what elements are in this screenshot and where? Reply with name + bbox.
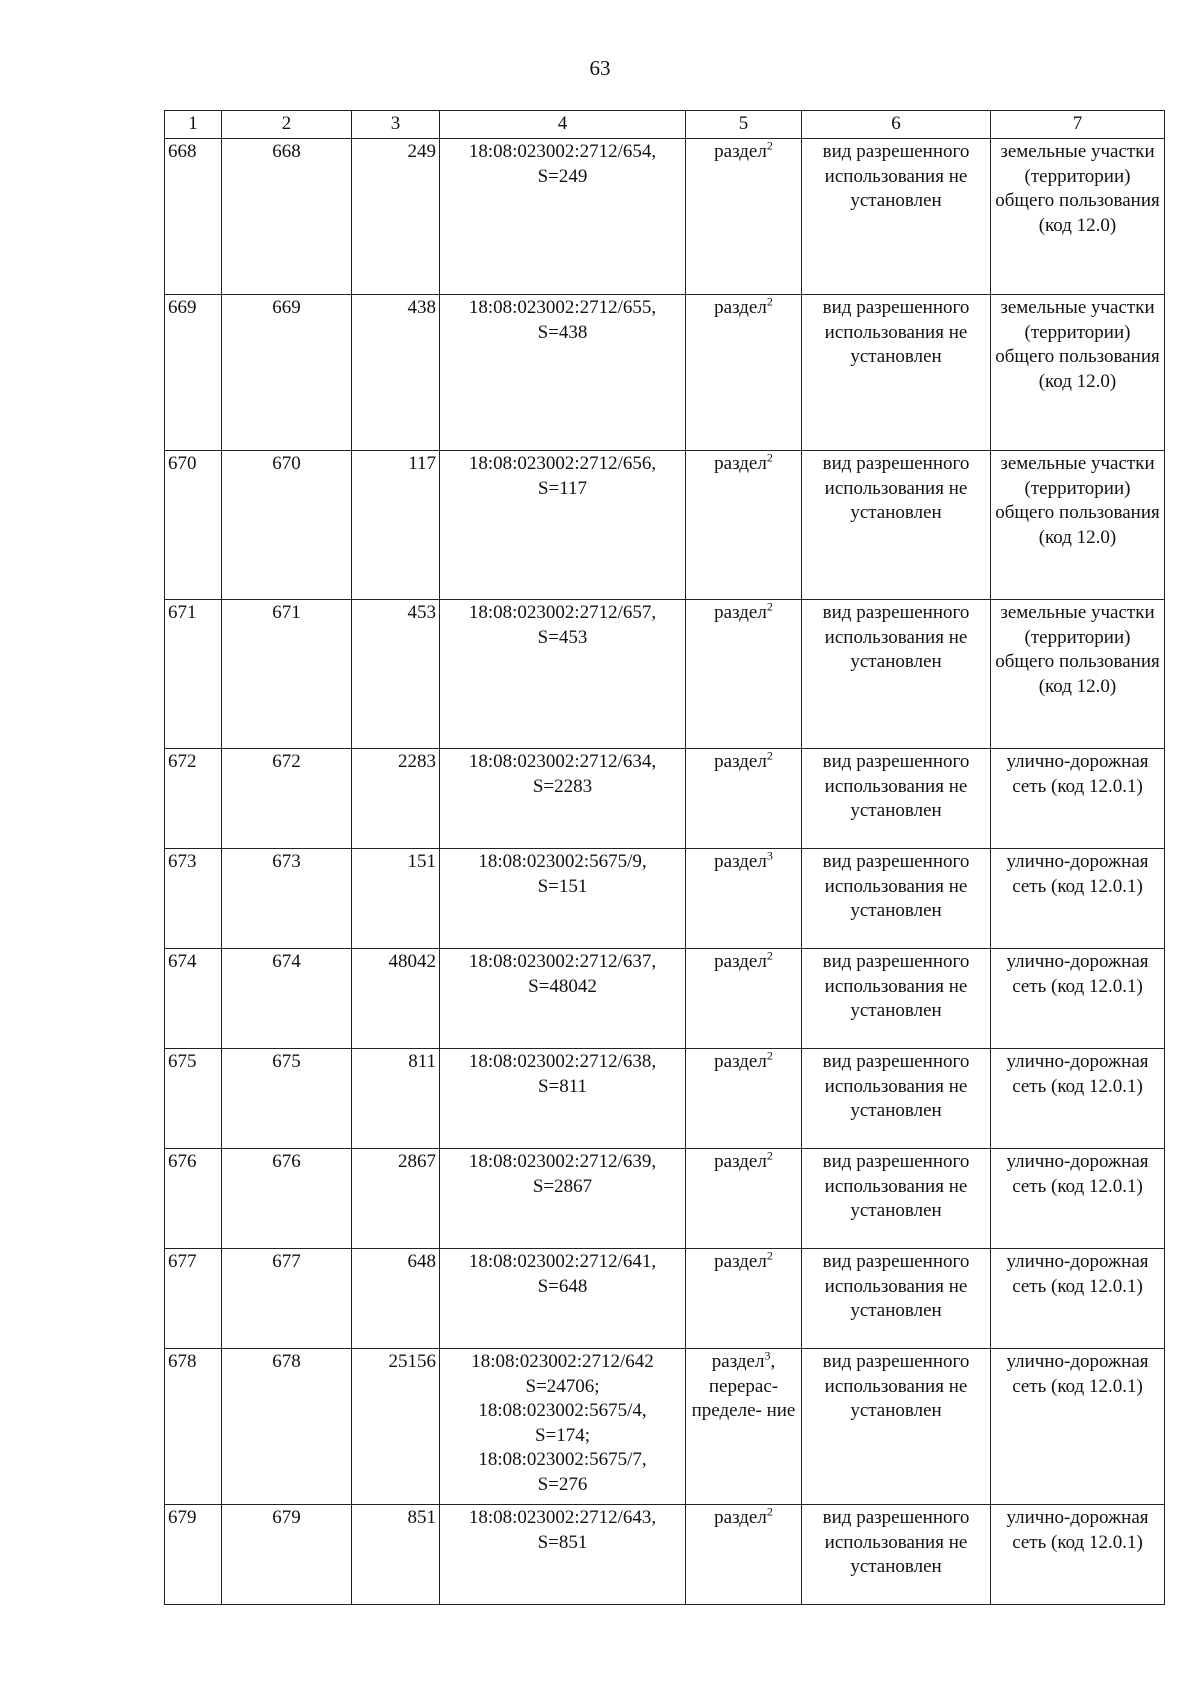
table-row: [165, 139, 1165, 295]
cadastral-line: 18:08:023002:5675/4,: [478, 1400, 647, 1421]
cadastral-line: 18:08:023002:2712/634,: [468, 751, 657, 772]
table-row: [165, 600, 1165, 749]
cadastral-line: 18:08:023002:2712/642: [471, 1351, 654, 1372]
cadastral-cell: [440, 949, 686, 1049]
cadastral-line: S=151: [537, 875, 588, 897]
footnote-marker: 3: [766, 848, 773, 863]
plot-number-cell: 668: [222, 139, 352, 295]
cadastral-line: S=24706;: [525, 1375, 600, 1397]
column-header: 3: [352, 111, 440, 139]
operation-cell: [686, 949, 802, 1049]
permitted-use-cell: вид разрешенного использования не установлен: [802, 139, 991, 295]
area-cell: 2867: [352, 1149, 440, 1249]
permitted-use-cell: вид разрешенного использования не установлен: [802, 849, 991, 949]
land-use-cell: улично-дорожная сеть (код 12.0.1): [991, 1249, 1165, 1349]
plot-number-cell: 673: [222, 849, 352, 949]
column-header: 6: [802, 111, 991, 139]
operation-cell: [686, 295, 802, 451]
cadastral-line: 18:08:023002:2712/657,: [468, 602, 657, 623]
cadastral-cell: [440, 1249, 686, 1349]
row-index-cell: 679: [165, 1505, 222, 1605]
operation-text: раздел: [714, 141, 767, 162]
plot-number-cell: 678: [222, 1349, 352, 1505]
row-index-cell: 678: [165, 1349, 222, 1505]
table-row: [165, 849, 1165, 949]
land-use-cell: земельные участки (территории) общего пользования (код 12.0): [991, 600, 1165, 749]
permitted-use-cell: вид разрешенного использования не установлен: [802, 1149, 991, 1249]
operation-text: раздел: [714, 1507, 767, 1528]
footnote-marker: 2: [766, 1148, 773, 1163]
permitted-use-cell: вид разрешенного использования не установлен: [802, 1505, 991, 1605]
footnote-marker: 2: [766, 748, 773, 763]
cadastral-line: S=48042: [528, 975, 597, 997]
land-use-cell: улично-дорожная сеть (код 12.0.1): [991, 1349, 1165, 1505]
cadastral-line: S=851: [537, 1531, 588, 1553]
table-row: [165, 295, 1165, 451]
land-plots-table: [164, 110, 1165, 1605]
column-header: 5: [686, 111, 802, 139]
area-cell: 151: [352, 849, 440, 949]
table-row: [165, 451, 1165, 600]
cadastral-line: 18:08:023002:2712/654,: [468, 141, 657, 162]
table-row: [165, 749, 1165, 849]
land-use-cell: улично-дорожная сеть (код 12.0.1): [991, 1149, 1165, 1249]
land-use-cell: улично-дорожная сеть (код 12.0.1): [991, 849, 1165, 949]
row-index-cell: 676: [165, 1149, 222, 1249]
permitted-use-cell: вид разрешенного использования не установлен: [802, 451, 991, 600]
row-index-cell: 672: [165, 749, 222, 849]
footnote-marker: 2: [766, 138, 773, 153]
cadastral-line: 18:08:023002:2712/638,: [468, 1051, 657, 1072]
cadastral-line: S=249: [537, 165, 588, 187]
row-index-cell: 674: [165, 949, 222, 1049]
area-cell: 249: [352, 139, 440, 295]
operation-cell: [686, 749, 802, 849]
table-row: [165, 949, 1165, 1049]
plot-number-cell: 671: [222, 600, 352, 749]
operation-extra: , перерас- пределе- ние: [691, 1351, 796, 1421]
column-header: 1: [165, 111, 222, 139]
cadastral-cell: [440, 1149, 686, 1249]
footnote-marker: 2: [766, 294, 773, 309]
operation-text: раздел: [714, 1051, 767, 1072]
operation-text: раздел: [714, 951, 767, 972]
column-header: 4: [440, 111, 686, 139]
cadastral-cell: [440, 749, 686, 849]
plot-number-cell: 670: [222, 451, 352, 600]
operation-cell: [686, 1149, 802, 1249]
area-cell: 811: [352, 1049, 440, 1149]
operation-cell: [686, 1505, 802, 1605]
area-cell: 48042: [352, 949, 440, 1049]
area-cell: 438: [352, 295, 440, 451]
plot-number-cell: 674: [222, 949, 352, 1049]
header-row: [165, 111, 1165, 139]
cadastral-line: 18:08:023002:2712/656,: [468, 453, 657, 474]
cadastral-cell: [440, 1505, 686, 1605]
cadastral-line: S=648: [537, 1275, 588, 1297]
footnote-marker: 3: [764, 1348, 771, 1363]
permitted-use-cell: вид разрешенного использования не установлен: [802, 600, 991, 749]
cadastral-line: S=453: [537, 626, 588, 648]
cadastral-line: S=174;: [534, 1424, 591, 1446]
plot-number-cell: 669: [222, 295, 352, 451]
plot-number-cell: 672: [222, 749, 352, 849]
cadastral-line: 18:08:023002:2712/639,: [468, 1151, 657, 1172]
operation-cell: [686, 1249, 802, 1349]
cadastral-cell: [440, 139, 686, 295]
footnote-marker: 2: [766, 450, 773, 465]
page-number: 63: [589, 56, 611, 80]
table-row: [165, 1349, 1165, 1505]
row-index-cell: 675: [165, 1049, 222, 1149]
cadastral-line: S=2283: [532, 775, 593, 797]
permitted-use-cell: вид разрешенного использования не установлен: [802, 1349, 991, 1505]
plot-number-cell: 677: [222, 1249, 352, 1349]
cadastral-line: 18:08:023002:2712/641,: [468, 1251, 657, 1272]
cadastral-line: S=276: [537, 1473, 588, 1495]
plot-number-cell: 679: [222, 1505, 352, 1605]
operation-cell: [686, 451, 802, 600]
land-use-cell: земельные участки (территории) общего пользования (код 12.0): [991, 451, 1165, 600]
area-cell: 851: [352, 1505, 440, 1605]
cadastral-cell: [440, 451, 686, 600]
row-index-cell: 669: [165, 295, 222, 451]
land-use-cell: земельные участки (территории) общего пользования (код 12.0): [991, 295, 1165, 451]
land-use-cell: улично-дорожная сеть (код 12.0.1): [991, 749, 1165, 849]
cadastral-line: S=438: [537, 321, 588, 343]
land-use-cell: земельные участки (территории) общего пользования (код 12.0): [991, 139, 1165, 295]
cadastral-line: 18:08:023002:2712/655,: [468, 297, 657, 318]
operation-text: раздел: [714, 453, 767, 474]
area-cell: 648: [352, 1249, 440, 1349]
row-index-cell: 677: [165, 1249, 222, 1349]
area-cell: 25156: [352, 1349, 440, 1505]
table-body: [165, 139, 1165, 1605]
cadastral-cell: [440, 600, 686, 749]
cadastral-line: 18:08:023002:2712/637,: [468, 951, 657, 972]
plot-number-cell: 675: [222, 1049, 352, 1149]
cadastral-line: 18:08:023002:5675/9,: [478, 851, 647, 872]
table-row: [165, 1049, 1165, 1149]
permitted-use-cell: вид разрешенного использования не установлен: [802, 295, 991, 451]
footnote-marker: 2: [766, 599, 773, 614]
operation-cell: [686, 849, 802, 949]
table-row: [165, 1505, 1165, 1605]
row-index-cell: 668: [165, 139, 222, 295]
cadastral-cell: [440, 1349, 686, 1505]
operation-cell: [686, 600, 802, 749]
operation-text: раздел: [714, 1251, 767, 1272]
operation-text: раздел: [711, 1351, 765, 1372]
permitted-use-cell: вид разрешенного использования не установлен: [802, 1249, 991, 1349]
permitted-use-cell: вид разрешенного использования не установлен: [802, 749, 991, 849]
cadastral-cell: [440, 1049, 686, 1149]
column-header: 7: [991, 111, 1165, 139]
column-header: 2: [222, 111, 352, 139]
land-use-cell: улично-дорожная сеть (код 12.0.1): [991, 1505, 1165, 1605]
row-index-cell: 671: [165, 600, 222, 749]
operation-cell: [686, 139, 802, 295]
operation-cell: [686, 1049, 802, 1149]
operation-text: раздел: [714, 851, 767, 872]
table-row: [165, 1149, 1165, 1249]
operation-text: раздел: [714, 602, 767, 623]
cadastral-cell: [440, 295, 686, 451]
row-index-cell: 670: [165, 451, 222, 600]
cadastral-line: 18:08:023002:5675/7,: [478, 1449, 647, 1470]
land-use-cell: улично-дорожная сеть (код 12.0.1): [991, 1049, 1165, 1149]
footnote-marker: 2: [766, 1048, 773, 1063]
table-row: [165, 1249, 1165, 1349]
cadastral-line: S=2867: [532, 1175, 593, 1197]
cadastral-cell: [440, 849, 686, 949]
permitted-use-cell: вид разрешенного использования не установлен: [802, 949, 991, 1049]
cadastral-line: S=117: [537, 477, 588, 499]
cadastral-line: 18:08:023002:2712/643,: [468, 1507, 657, 1528]
operation-text: раздел: [714, 297, 767, 318]
area-cell: 453: [352, 600, 440, 749]
footnote-marker: 2: [766, 1504, 773, 1519]
operation-cell: [686, 1349, 802, 1505]
operation-text: раздел: [714, 751, 767, 772]
row-index-cell: 673: [165, 849, 222, 949]
footnote-marker: 2: [766, 1248, 773, 1263]
area-cell: 2283: [352, 749, 440, 849]
cadastral-line: S=811: [537, 1075, 588, 1097]
area-cell: 117: [352, 451, 440, 600]
plot-number-cell: 676: [222, 1149, 352, 1249]
land-use-cell: улично-дорожная сеть (код 12.0.1): [991, 949, 1165, 1049]
permitted-use-cell: вид разрешенного использования не установлен: [802, 1049, 991, 1149]
operation-text: раздел: [714, 1151, 767, 1172]
footnote-marker: 2: [766, 948, 773, 963]
